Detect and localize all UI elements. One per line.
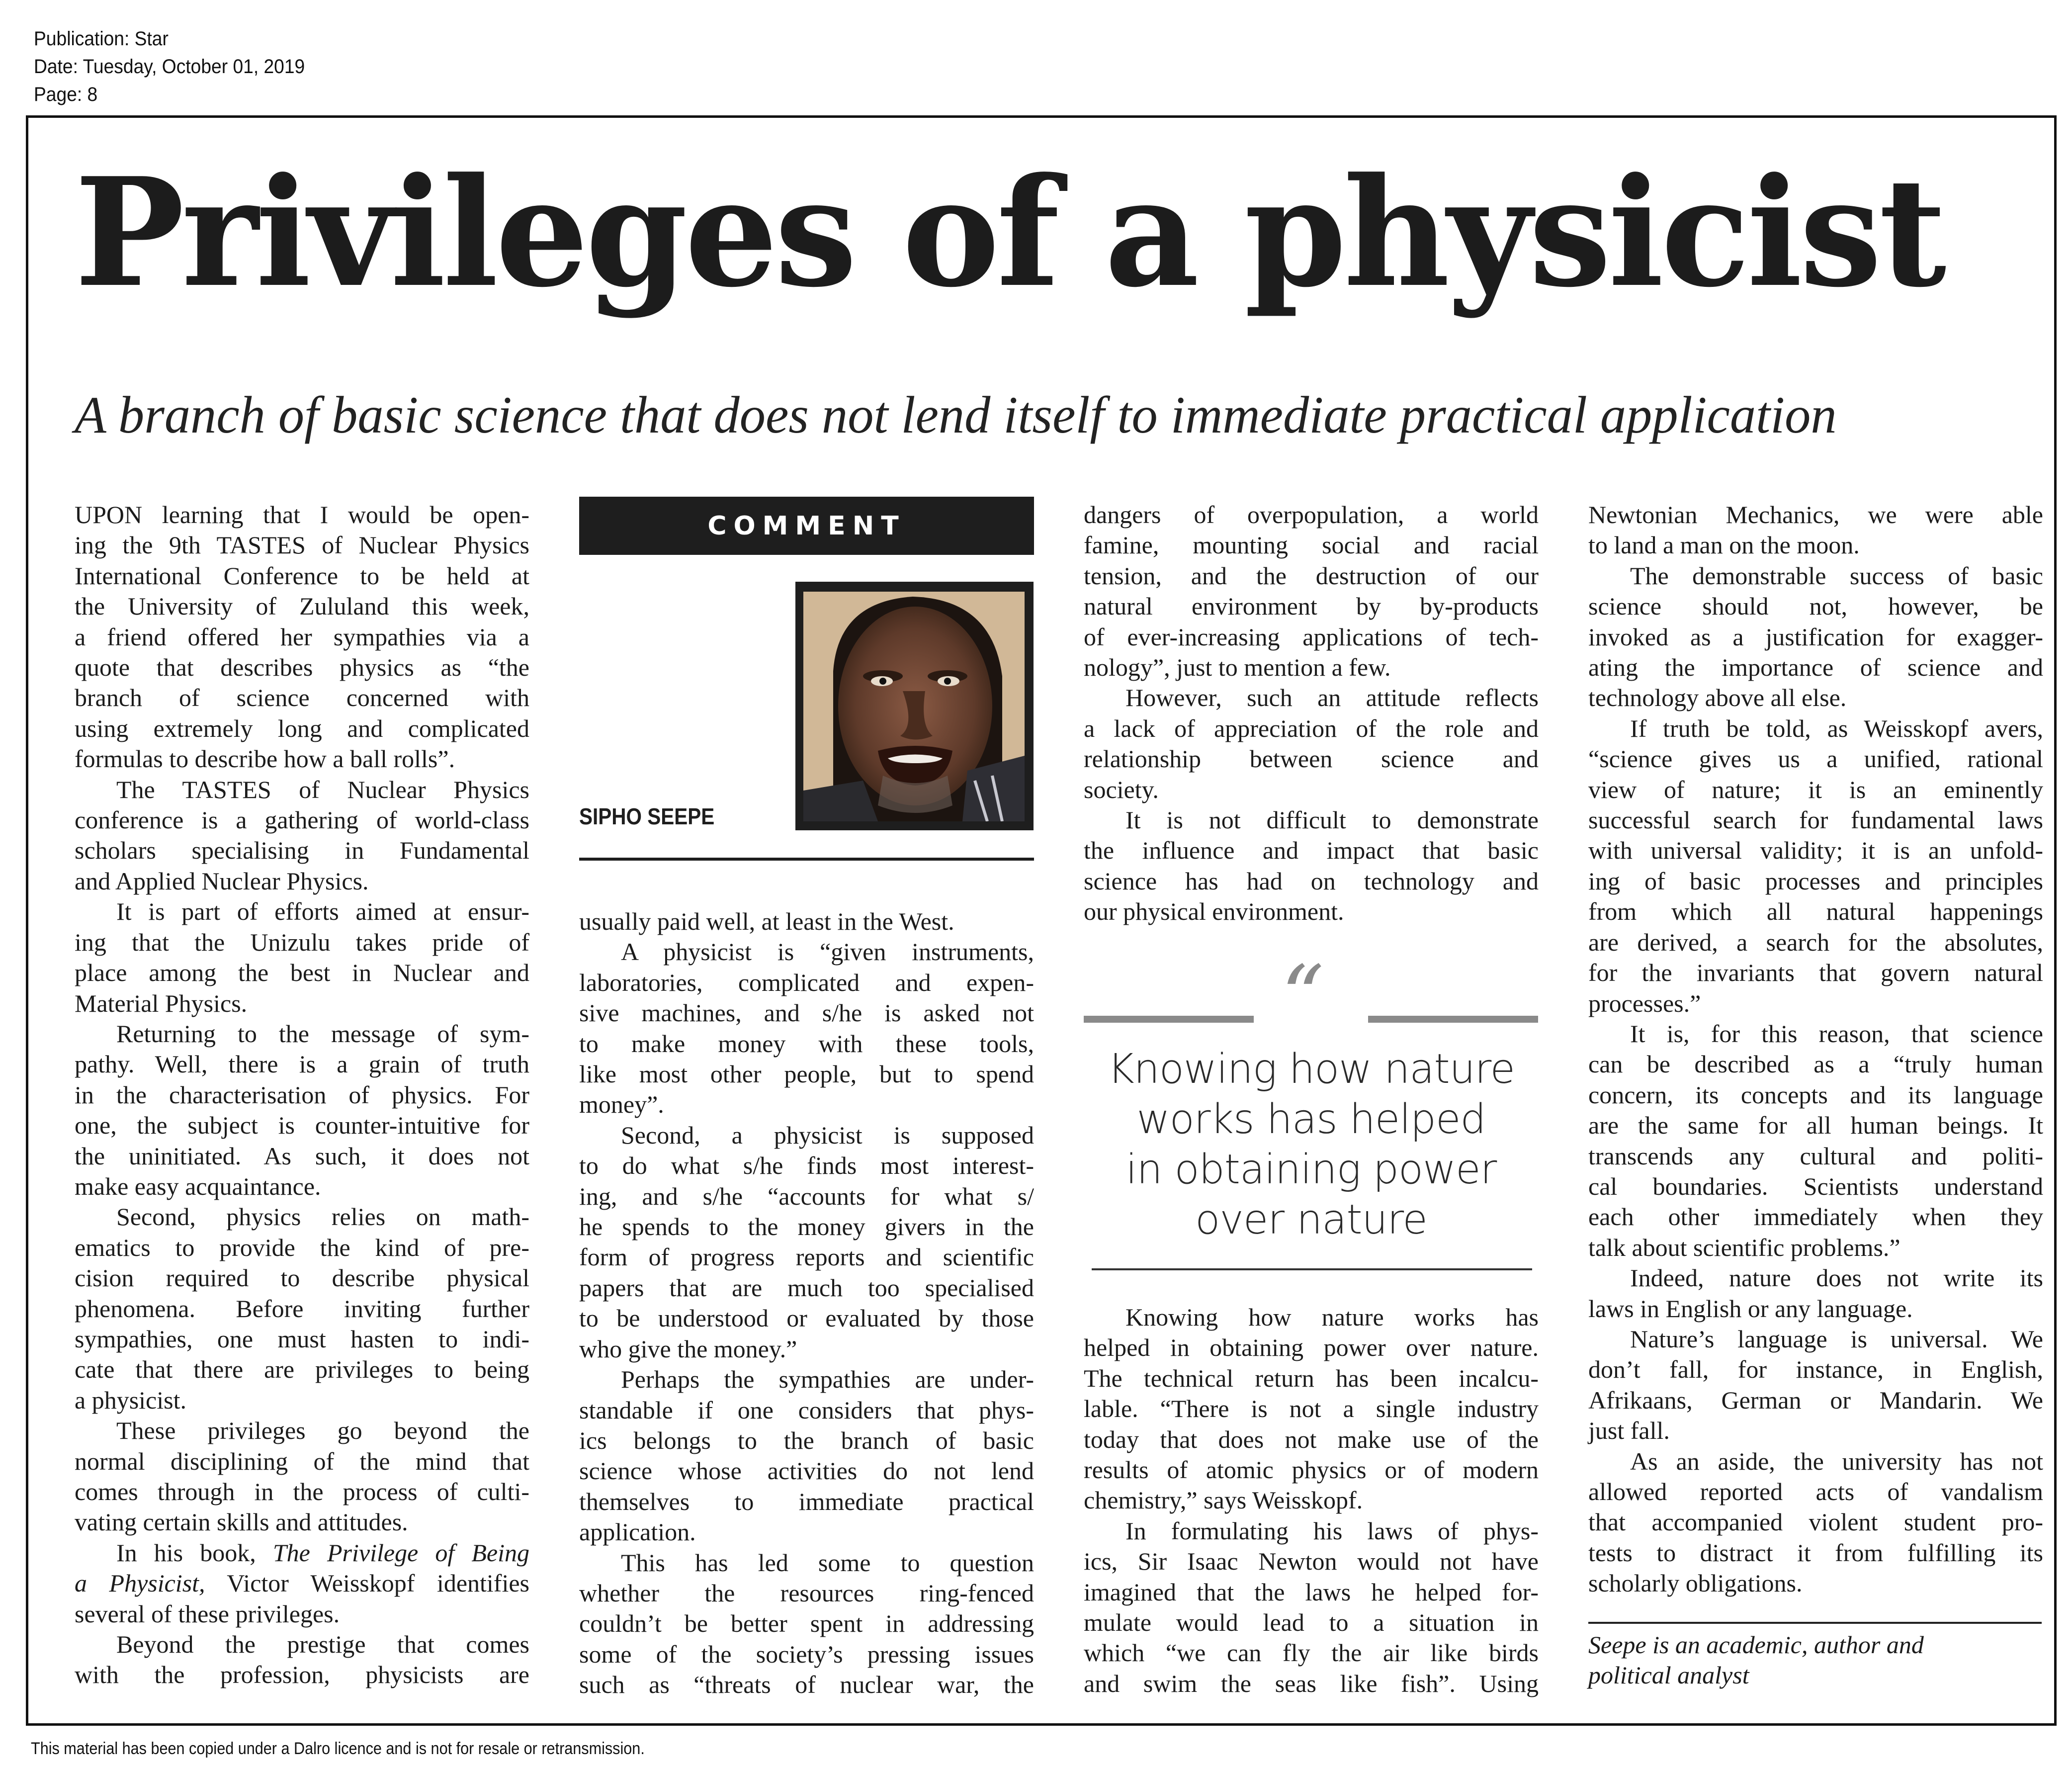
- paragraph: [75, 1202, 529, 1415]
- text-line: cal boundaries. Scientists understand: [1588, 1172, 2043, 1200]
- text-line: that accompanied violent student pro-: [1588, 1508, 2043, 1536]
- bio-line: Seepe is an academic, author and: [1588, 1631, 1924, 1659]
- book-title: The Privilege of Being: [272, 1538, 529, 1567]
- paragraph: [1084, 805, 1539, 927]
- text-line: the University of Zululand this week,: [75, 592, 529, 620]
- text-line: science should not, however, be: [1588, 592, 2043, 620]
- text-line: This has led some to question: [621, 1548, 1034, 1577]
- text-line: money”.: [579, 1090, 664, 1119]
- article-column-2: [579, 906, 1034, 1700]
- text-line: just fall.: [1588, 1416, 1670, 1445]
- text-line: the uninitiated. As such, it does not: [75, 1142, 529, 1170]
- text-line: Perhaps the sympathies are under-: [621, 1365, 1034, 1394]
- text-line: in the characterisation of physics. For: [75, 1080, 529, 1109]
- text-line: It is part of efforts aimed at ensur-: [116, 897, 529, 926]
- text-line: dangers of overpopulation, a world: [1084, 501, 1539, 529]
- text-line: to do what s/he finds most interest-: [579, 1151, 1034, 1180]
- text-line: usually paid well, at least in the West.: [579, 907, 954, 935]
- author-photo: [795, 582, 1034, 830]
- publication-label: Publication: Star: [34, 28, 169, 50]
- text-line: themselves to immediate practical: [579, 1487, 1034, 1515]
- paragraph: [579, 1120, 1034, 1364]
- article-column-1: [75, 500, 529, 1690]
- paragraph: [75, 896, 529, 1019]
- text-line: a lack of appreciation of the role and: [1084, 714, 1539, 742]
- text-line: These privileges go beyond the: [116, 1416, 529, 1445]
- text-line: each other immediately when they: [1588, 1203, 2043, 1231]
- text-line: Afrikaans, German or Mandarin. We: [1588, 1386, 2043, 1414]
- text-line: pathy. Well, there is a grain of truth: [75, 1050, 529, 1078]
- text-line: “science gives us a unified, rational: [1588, 745, 2043, 773]
- author-portrait-icon: [803, 592, 1025, 821]
- text-line: Second, physics relies on math-: [116, 1203, 529, 1231]
- text-line: using extremely long and complicated: [75, 714, 529, 742]
- text-line: formulas to describe how a ball rolls”.: [75, 745, 455, 773]
- paragraph: [1588, 500, 2043, 561]
- text-line: The demonstrable success of basic: [1630, 561, 2043, 590]
- text-line: It is not difficult to demonstrate: [1125, 806, 1539, 834]
- paragraph: [1588, 1446, 2043, 1599]
- text-line: a Physicist, Victor Weisskopf identifies: [75, 1569, 529, 1597]
- paragraph: [1084, 1302, 1539, 1516]
- text-line: ing the 9th TASTES of Nuclear Physics: [75, 531, 529, 559]
- pull-quote: [1084, 1044, 1539, 1245]
- text-line: tension, and the destruction of our: [1084, 561, 1539, 590]
- paragraph: [75, 775, 529, 897]
- text-line: In his book, The Privilege of Being: [116, 1538, 529, 1567]
- text-line: chemistry,” says Weisskopf.: [1084, 1486, 1363, 1514]
- text-line: invoked as a justification for exagger-: [1588, 622, 2043, 651]
- text-line: such as “threats of nuclear war, the: [579, 1671, 1034, 1699]
- text-line: cate that there are privileges to being: [75, 1355, 529, 1384]
- text-line: he spends to the money givers in the: [579, 1213, 1034, 1241]
- text-line: and swim the seas like fish”. Using: [1084, 1669, 1539, 1697]
- text-line: helped in obtaining power over nature.: [1084, 1333, 1539, 1362]
- text-line: laboratories, complicated and expen-: [579, 968, 1034, 996]
- paragraph: [75, 1019, 529, 1202]
- text-line: successful search for fundamental laws: [1588, 806, 2043, 834]
- paragraph: [579, 1364, 1034, 1547]
- text-line: Newtonian Mechanics, we were able: [1588, 501, 2043, 529]
- text-line: vating certain skills and attitudes.: [75, 1508, 408, 1536]
- text-line: science has had on technology and: [1084, 867, 1539, 895]
- text-line: The TASTES of Nuclear Physics: [116, 775, 529, 803]
- text-line: In formulating his laws of phys-: [1125, 1516, 1539, 1545]
- text-line: and Applied Nuclear Physics.: [75, 867, 369, 895]
- text-line: famine, mounting social and racial: [1084, 531, 1539, 559]
- paragraph: [1084, 500, 1539, 683]
- bio-line: political analyst: [1588, 1661, 1749, 1689]
- text-line: sive machines, and s/he is asked not: [579, 999, 1034, 1027]
- text-line: allowed reported acts of vandalism: [1588, 1478, 2043, 1505]
- pull-quote-line: Knowing how nature: [1108, 1046, 1515, 1093]
- text-line: to make money with these tools,: [579, 1029, 1034, 1058]
- paragraph: [1588, 1324, 2043, 1446]
- text-line: normal disciplining of the mind that: [75, 1447, 529, 1475]
- text-line: It is, for this reason, that science: [1630, 1019, 2043, 1048]
- text-line: a physicist.: [75, 1386, 186, 1414]
- headline: Privileges of a physicist: [75, 145, 1944, 320]
- paragraph: [75, 1629, 529, 1690]
- text-line: ing of basic processes and principles: [1588, 867, 2043, 895]
- pull-quote-bar-left: [1084, 1016, 1254, 1023]
- article-column-3-top: [1084, 500, 1539, 927]
- text-line: concern, its concepts and its language: [1588, 1080, 2043, 1109]
- text-line: quote that describes physics as “the: [75, 653, 529, 682]
- text-line: The technical return has been incalcu-: [1084, 1364, 1539, 1392]
- text-line: natural environment by by-products: [1084, 592, 1539, 620]
- paragraph: [579, 937, 1034, 1120]
- text-line: Nature’s language is universal. We: [1630, 1325, 2043, 1353]
- text-line: However, such an attitude reflects: [1125, 684, 1539, 712]
- article-column-4: [1588, 500, 2043, 1599]
- paragraph: [579, 906, 1034, 937]
- paragraph: [1588, 1263, 2043, 1324]
- text-line: As an aside, the university has not: [1630, 1447, 2043, 1475]
- text-line: society.: [1084, 775, 1159, 803]
- text-line: lable. “There is not a single industry: [1084, 1395, 1539, 1423]
- subheadline: A branch of basic science that does not lend itself to immediate practical application: [75, 386, 1837, 444]
- text-line: phenomena. Before inviting further: [75, 1294, 529, 1323]
- text-line: ing that the Unizulu takes pride of: [75, 928, 529, 956]
- text-line: to be understood or evaluated by those: [579, 1304, 1034, 1332]
- text-line: a friend offered her sympathies via a: [75, 622, 529, 651]
- paragraph: [1084, 1516, 1539, 1699]
- pull-quote-bar-right: [1368, 1016, 1538, 1023]
- text-line: ics belongs to the branch of basic: [579, 1426, 1034, 1454]
- author-bio: [1588, 1630, 2043, 1690]
- copyright-notice: This material has been copied under a Dalro licence and is not for resale or retransmission.: [31, 1739, 645, 1758]
- text-line: A physicist is “given instruments,: [621, 938, 1034, 966]
- text-line: standable if one considers that phys-: [579, 1396, 1034, 1424]
- text-line: for the invariants that govern natural: [1588, 959, 2043, 987]
- paragraph: [75, 500, 529, 775]
- text-line: like most other people, but to spend: [579, 1060, 1034, 1088]
- paragraph: [579, 1548, 1034, 1700]
- byline-divider: [579, 858, 1034, 861]
- text-line: Material Physics.: [75, 989, 248, 1017]
- paragraph: [75, 1415, 529, 1538]
- text-line: mulate would lead to a situation in: [1084, 1608, 1539, 1637]
- text-line: transcends any cultural and politi-: [1588, 1142, 2043, 1170]
- text-line: scholarly obligations.: [1588, 1569, 1803, 1597]
- paragraph: [75, 1538, 529, 1629]
- date-label: Date: Tuesday, October 01, 2019: [34, 56, 305, 78]
- text-line: from which all natural happenings: [1588, 897, 2043, 926]
- text-line: of ever-increasing applications of tech-: [1084, 622, 1539, 651]
- text-line: which “we can fly the air like birds: [1084, 1639, 1539, 1667]
- text-line: scholars specialising in Fundamental: [75, 836, 529, 865]
- text-line: today that does not make use of the: [1084, 1425, 1539, 1453]
- quote-mark-icon: “: [1281, 948, 1324, 1046]
- text-line: with universal validity; it is an unfold-: [1588, 836, 2043, 865]
- text-line: view of nature; it is an eminently: [1588, 775, 2043, 803]
- text-line: whether the resources ring-fenced: [579, 1579, 1034, 1607]
- text-line: papers that are much too specialised: [579, 1273, 1034, 1302]
- text-line: sympathies, one must hasten to indi-: [75, 1325, 529, 1353]
- book-title: a Physicist,: [75, 1569, 205, 1597]
- text-line: the influence and impact that basic: [1084, 836, 1539, 865]
- pull-quote-line: in obtaining power: [1125, 1146, 1497, 1193]
- text-line: processes.”: [1588, 989, 1701, 1017]
- text-line: place among the best in Nuclear and: [75, 959, 529, 987]
- paragraph: [1588, 1019, 2043, 1263]
- text-line: relationship between science and: [1084, 745, 1539, 773]
- text-line: conference is a gathering of world-class: [75, 806, 529, 834]
- text-line: ing, and s/he “accounts for what s/: [579, 1182, 1034, 1210]
- pull-quote-divider: [1092, 1268, 1532, 1270]
- text-line: to land a man on the moon.: [1588, 531, 1860, 559]
- text-line: International Conference to be held at: [75, 561, 529, 590]
- pull-quote-line: over nature: [1195, 1196, 1427, 1243]
- paragraph: [1588, 561, 2043, 713]
- text-line: with the profession, physicists are: [75, 1661, 529, 1689]
- text-line: tests to distract it from fulfilling its: [1588, 1538, 2043, 1567]
- text-line: ics, Sir Isaac Newton would not have: [1084, 1547, 1539, 1576]
- author-byline: SIPHO SEEPE: [579, 803, 715, 829]
- text-line: nology”, just to mention a few.: [1084, 653, 1391, 682]
- text-line: cision required to describe physical: [75, 1264, 529, 1292]
- text-line: are the same for all human beings. It: [1588, 1111, 2043, 1140]
- text-line: can be described as a “truly human: [1588, 1050, 2043, 1078]
- text-line: our physical environment.: [1084, 897, 1344, 926]
- text-line: laws in English or any language.: [1588, 1294, 1913, 1323]
- text-line: talk about scientific problems.”: [1588, 1233, 1900, 1261]
- text-line: ematics to provide the kind of pre-: [75, 1233, 529, 1261]
- text-line: Knowing how nature works has: [1125, 1303, 1539, 1331]
- text-line: make easy acquaintance.: [75, 1172, 321, 1200]
- text-line: one, the subject is counter-intuitive for: [75, 1111, 529, 1140]
- bio-divider: [1588, 1622, 2042, 1624]
- text-line: form of progress reports and scientific: [579, 1243, 1034, 1271]
- page-label: Page: 8: [34, 84, 98, 105]
- text-line: Indeed, nature does not write its: [1630, 1264, 2043, 1292]
- text-line: couldn’t be better spent in addressing: [579, 1609, 1034, 1638]
- text-line: Returning to the message of sym-: [116, 1019, 529, 1048]
- text-line: are derived, a search for the absolutes,: [1588, 928, 2043, 956]
- text-line: ating the importance of science and: [1588, 653, 2043, 682]
- text-line: branch of science concerned with: [75, 684, 529, 712]
- text-line: several of these privileges.: [75, 1599, 340, 1628]
- section-label-comment: COMMENT: [579, 497, 1034, 555]
- text-line: If truth be told, as Weisskopf avers,: [1630, 714, 2043, 742]
- paragraph: [1084, 683, 1539, 805]
- text-line: UPON learning that I would be open-: [75, 501, 529, 529]
- text-line: technology above all else.: [1588, 684, 1847, 712]
- text-line: science whose activities do not lend: [579, 1457, 1034, 1485]
- text-line: don’t fall, for instance, in English,: [1588, 1355, 2043, 1384]
- text-line: Beyond the prestige that comes: [116, 1630, 529, 1659]
- pull-quote-line: works has helped: [1136, 1096, 1486, 1143]
- text-line: comes through in the process of culti-: [75, 1478, 529, 1505]
- text-line: imagined that the laws he helped for-: [1084, 1578, 1539, 1606]
- text-line: who give the money.”: [579, 1334, 797, 1363]
- paragraph: [1588, 713, 2043, 1019]
- article-column-3-bottom: [1084, 1302, 1539, 1699]
- text-line: results of atomic physics or of modern: [1084, 1456, 1539, 1484]
- text-line: some of the society’s pressing issues: [579, 1640, 1034, 1668]
- text-line: application.: [579, 1518, 696, 1546]
- text-line: Second, a physicist is supposed: [621, 1121, 1034, 1149]
